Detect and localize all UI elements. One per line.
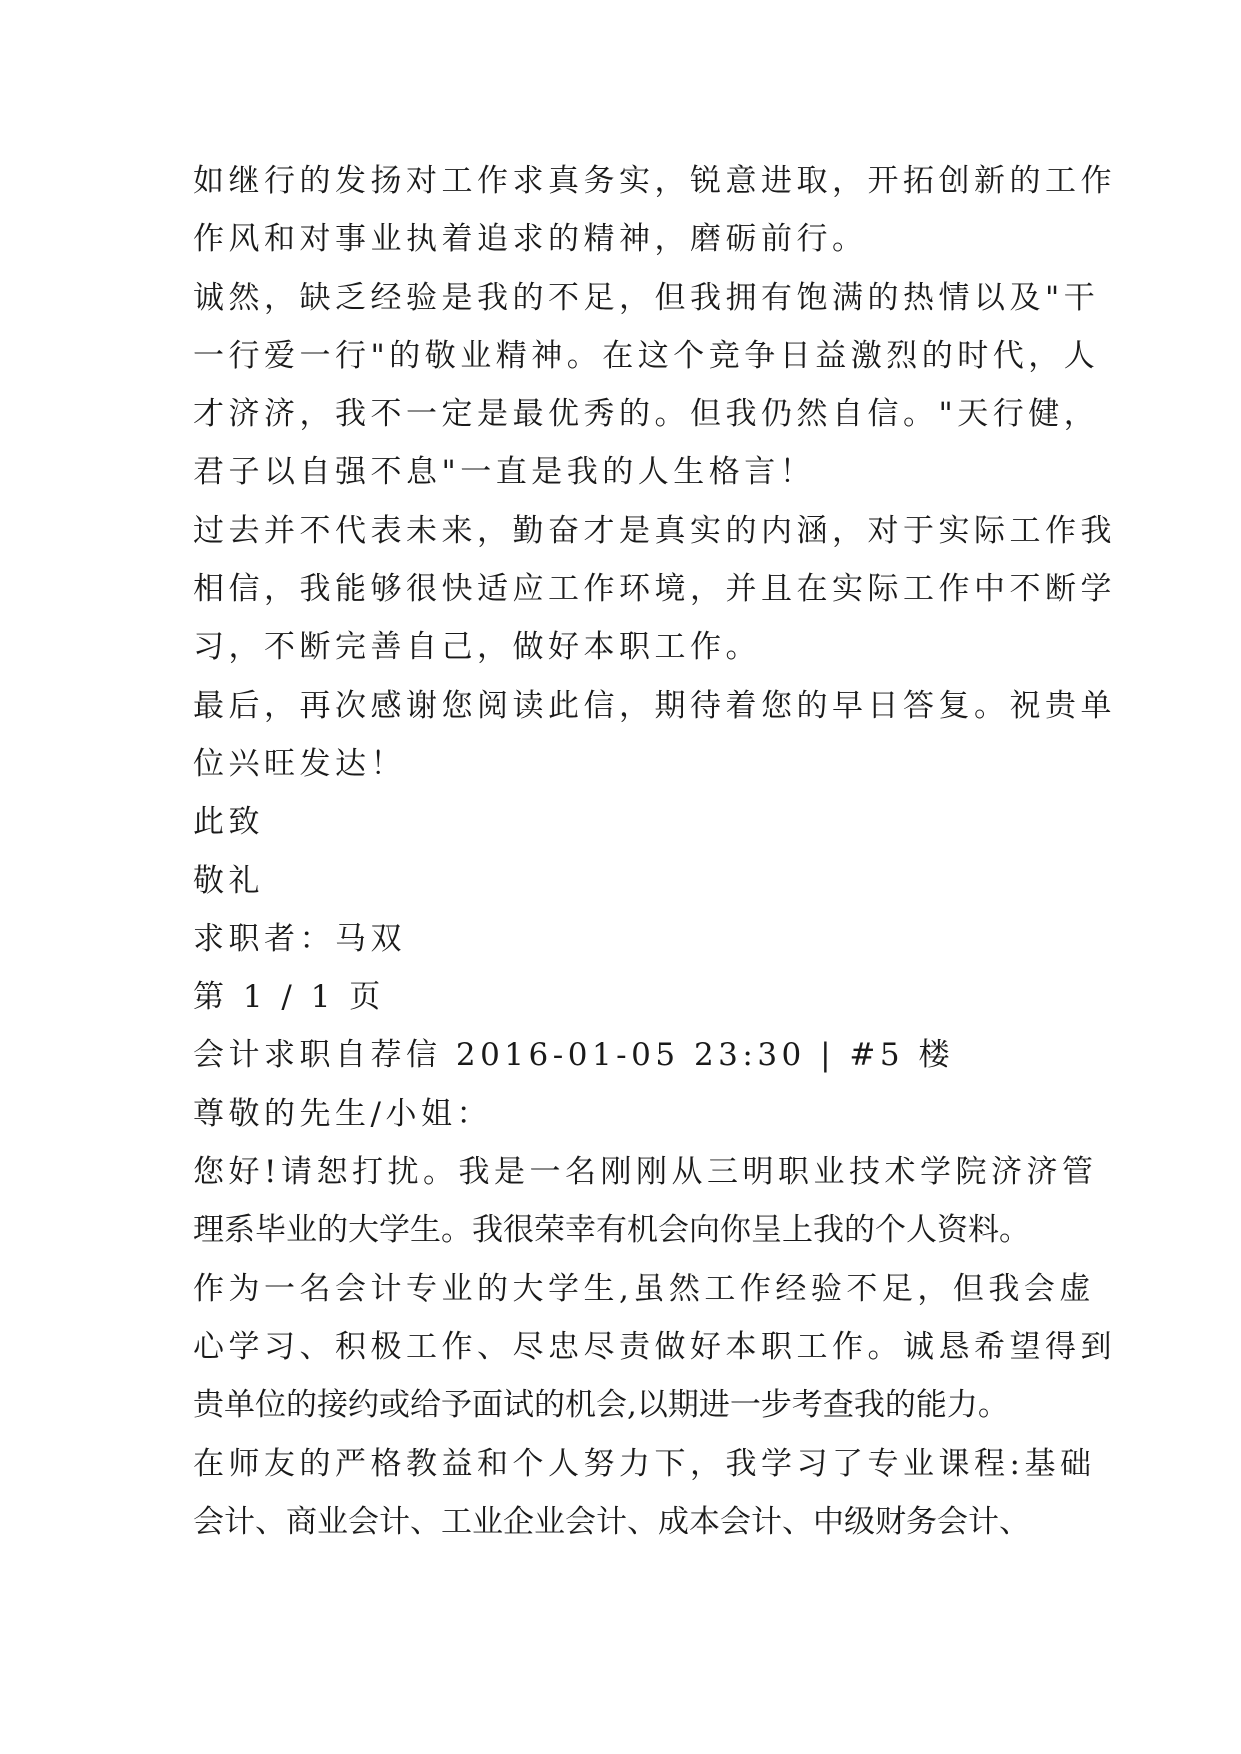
text-line: 相信，我能够很快适应工作环境，并且在实际工作中不断学 <box>193 571 1116 608</box>
greeting-line: 尊敬的先生/小姐： <box>193 1095 492 1132</box>
text-line: 心学习、积极工作、尽忠尽责做好本职工作。诚恳希望得到 <box>193 1328 1116 1365</box>
text-line: 习，不断完善自己，做好本职工作。 <box>193 629 761 666</box>
text-line: 理系毕业的大学生。我很荣幸有机会向你呈上我的个人资料。 <box>193 1212 1030 1249</box>
text-line: 如继行的发扬对工作求真务实，锐意进取，开拓创新的工作 <box>193 163 1116 199</box>
post-header: 会计求职自荐信 2016-01-05 23:30 | #5 楼 <box>193 1037 954 1074</box>
text-line: 过去并不代表未来，勤奋才是真实的内涵，对于实际工作我 <box>193 512 1116 549</box>
salutation-closing: 此致 <box>193 804 264 841</box>
text-line: 贵单位的接约或给予面试的机会,以期进一步考查我的能力。 <box>193 1387 1009 1424</box>
text-line: 君子以自强不息"一直是我的人生格言！ <box>193 454 816 491</box>
text-line: 作风和对事业执着追求的精神，磨砺前行。 <box>193 221 868 258</box>
salutation-regards: 敬礼 <box>193 862 264 899</box>
document-body <box>193 152 1116 1551</box>
text-line: 会计、商业会计、工业企业会计、成本会计、中级财务会计、 <box>193 1503 1030 1540</box>
page-number: 第 1 / 1 页 <box>193 979 385 1016</box>
text-line: 在师友的严格教益和个人努力下，我学习了专业课程:基础 <box>193 1445 1096 1482</box>
text-line: 一行爱一行"的敬业精神。在这个竞争日益激烈的时代，人 <box>193 337 1100 374</box>
text-line: 诚然，缺乏经验是我的不足，但我拥有饱满的热情以及"干 <box>193 279 1100 316</box>
text-line: 位兴旺发达！ <box>193 745 406 782</box>
text-line: 才济济，我不一定是最优秀的。但我仍然自信。"天行健， <box>193 396 1100 433</box>
signature-line: 求职者：马双 <box>193 920 406 957</box>
text-line: 作为一名会计专业的大学生,虽然工作经验不足，但我会虚 <box>193 1270 1095 1307</box>
text-line: 您好!请恕打扰。我是一名刚刚从三明职业技术学院济济管 <box>193 1154 1098 1191</box>
text-line: 最后，再次感谢您阅读此信，期待着您的早日答复。祝贵单 <box>193 687 1116 724</box>
